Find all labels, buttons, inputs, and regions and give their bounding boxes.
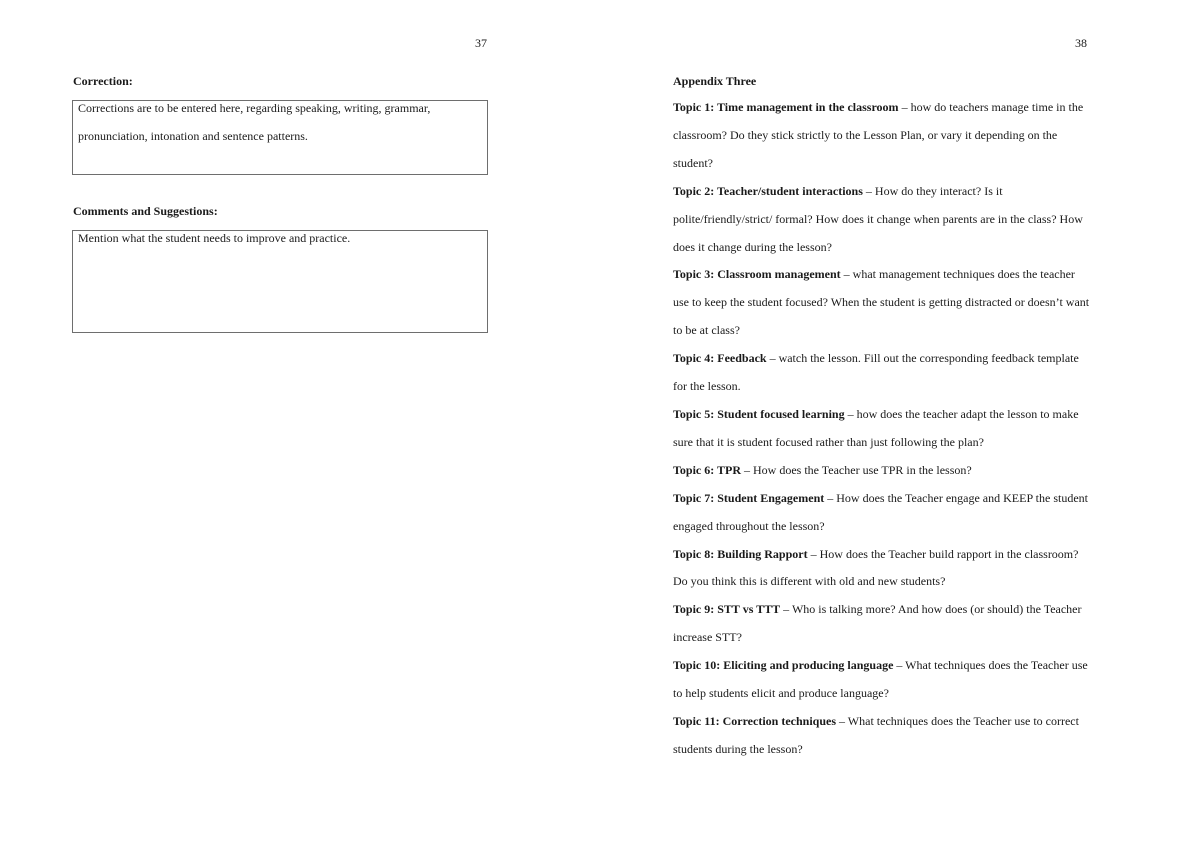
- comments-heading: Comments and Suggestions:: [73, 204, 218, 218]
- topic-item: [673, 485, 1093, 541]
- topic-text: – how does the teacher adapt the lesson to make sure that it is student focused rather than just following the plan?: [673, 406, 1079, 449]
- topic-title: Topic 10: Eliciting and producing language: [673, 658, 894, 673]
- topic-title: Topic 5: Student focused learning: [673, 406, 845, 421]
- comments-box-text: Mention what the student needs to improve and practice.: [78, 231, 351, 245]
- topic-title: Topic 1: Time management in the classroom: [673, 100, 899, 114]
- topic-text: – What techniques does the Teacher use to correct students during the lesson?: [673, 713, 1079, 756]
- topic-title: Topic 6: TPR: [673, 462, 742, 477]
- topic-item: [673, 178, 1093, 262]
- topic-text: – what management techniques does the teacher use to keep the student focused? When the student is getting distracted or doesn’t want to be at class?: [673, 267, 1090, 338]
- correction-heading: Correction:: [73, 74, 133, 88]
- topic-title: Topic 2: Teacher/student interactions: [673, 183, 863, 198]
- topic-item: [673, 596, 1093, 652]
- topic-item: [673, 401, 1093, 457]
- topic-title: Topic 7: Student Engagement: [673, 490, 825, 505]
- page-number: 37: [475, 36, 487, 50]
- correction-box[interactable]: [72, 100, 488, 175]
- topic-text: – How does the Teacher engage and KEEP the student engaged throughout the lesson?: [673, 490, 1088, 533]
- topic-list: [673, 94, 1093, 764]
- topic-item: [673, 457, 1093, 485]
- topic-title: Topic 11: Correction techniques: [673, 713, 837, 728]
- topic-item: [673, 94, 1093, 178]
- right-page: [600, 0, 1200, 849]
- topic-text: – How does the Teacher build rapport in the classroom? Do you think this is different with old and new students?: [673, 546, 1079, 589]
- topic-title: Topic 9: STT vs TTT: [673, 602, 781, 617]
- topic-text: – watch the lesson. Fill out the corresponding feedback template for the lesson.: [673, 351, 1079, 394]
- topic-text: – How do they interact? Is it polite/friendly/strict/ formal? How does it change when parents are in the class? How does it change during the lesson?: [673, 183, 1083, 254]
- topic-item: [673, 261, 1093, 345]
- topic-title: Topic 3: Classroom management: [673, 267, 841, 282]
- topic-item: [673, 541, 1093, 597]
- topic-text: – how do teachers manage time in the classroom? Do they stick strictly to the Lesson Plan, or vary it depending on the student?: [673, 100, 1084, 170]
- topic-item: [673, 708, 1093, 764]
- topic-text: – How does the Teacher use TPR in the lesson?: [741, 462, 972, 477]
- appendix-title: Appendix Three: [673, 74, 757, 88]
- correction-box-text: Corrections are to be entered here, regarding speaking, writing, grammar, pronunciation, intonation and sentence patterns.: [78, 101, 431, 143]
- topic-text: – What techniques does the Teacher use to help students elicit and produce language?: [673, 658, 1088, 701]
- topic-text: – Who is talking more? And how does (or should) the Teacher increase STT?: [673, 602, 1082, 645]
- topic-title: Topic 8: Building Rapport: [673, 546, 808, 561]
- comments-box[interactable]: [72, 230, 488, 333]
- topic-item: [673, 652, 1093, 708]
- topic-item: [673, 345, 1093, 401]
- page-number: 38: [1075, 36, 1087, 50]
- topic-title: Topic 4: Feedback: [673, 351, 767, 366]
